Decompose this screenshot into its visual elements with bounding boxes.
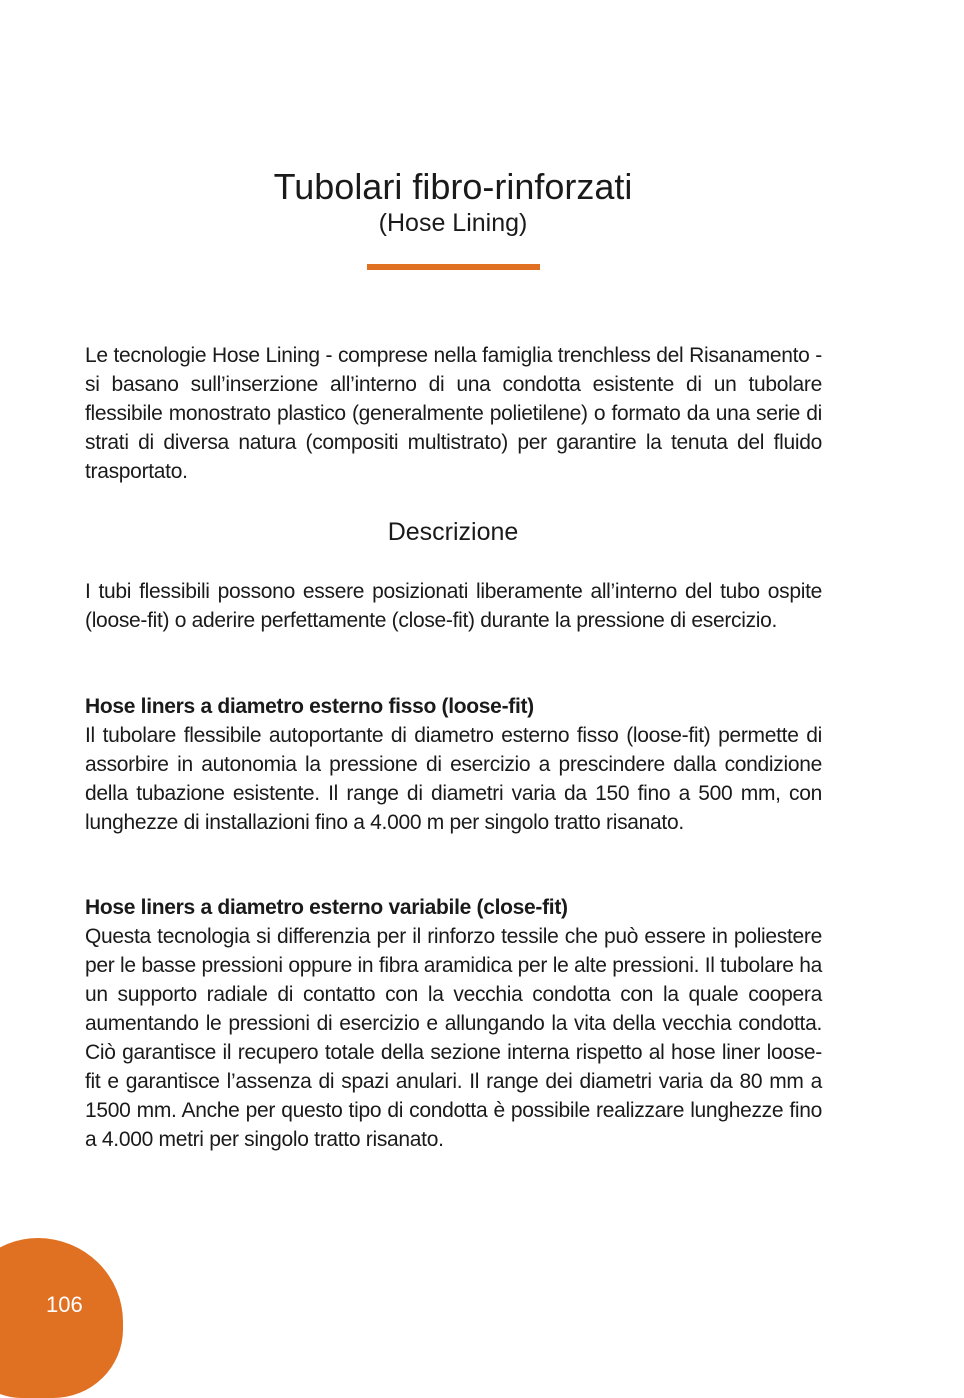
subsection-heading-loose-fit: Hose liners a diametro esterno fisso (loose-fit): [85, 695, 534, 718]
page-number: 106: [46, 1292, 83, 1317]
intro-paragraph: Le tecnologie Hose Lining - comprese nella famiglia trenchless del Risanamento - si basano sull’inserzione all’interno di una condotta esistente di un tubolare flessibile monostrato plastico (generalmente polietilene) o formato da una serie di strati di diversa natura (compositi multistrato) per garantire la tenuta del fluido trasportato.: [85, 344, 822, 483]
page-number-badge: [0, 1238, 123, 1398]
subsection-text-close-fit: Questa tecnologia si differenzia per il rinforzo tessile che può essere in poliestere per le basse pressioni oppure in fibra aramidica per le alte pressioni. Il tubolare ha un supporto radiale di contatto con la vecchia condotta con la quale coopera aumentando le pressioni di esercizio e allungando la vita della vecchia condotta. Ciò garantisce il recupero totale della sezione interna rispetto al hose liner loose-fit e garantisce l’assenza di spazi anulari. Il range dei diametri varia da 80 mm a 1500 mm. Anche per questo tipo di condotta è possibile realizzare lunghezze fino a 4.000 metri per singolo tratto risanato.: [85, 925, 822, 1151]
subsection-heading-close-fit: Hose liners a diametro esterno variabile (close-fit): [85, 896, 568, 919]
section-heading: Descrizione: [387, 518, 519, 546]
description-paragraph: I tubi flessibili possono essere posizionati liberamente all’interno del tubo ospite (loose-fit) o aderire perfettamente (close-fit) durante la pressione di esercizio.: [85, 580, 822, 632]
subsection-text-loose-fit: Il tubolare flessibile autoportante di diametro esterno fisso (loose-fit) permette di assorbire in autonomia la pressione di esercizio a prescindere dalla condizione della tubazione esistente. Il range di diametri varia da 150 fino a 500 mm, con lunghezze di installazioni fino a 4.000 m per singolo tratto risanato.: [85, 724, 822, 834]
page-title: Tubolari fibro-rinforzati: [273, 166, 633, 207]
page-subtitle: (Hose Lining): [378, 209, 528, 237]
title-divider: [367, 264, 540, 270]
